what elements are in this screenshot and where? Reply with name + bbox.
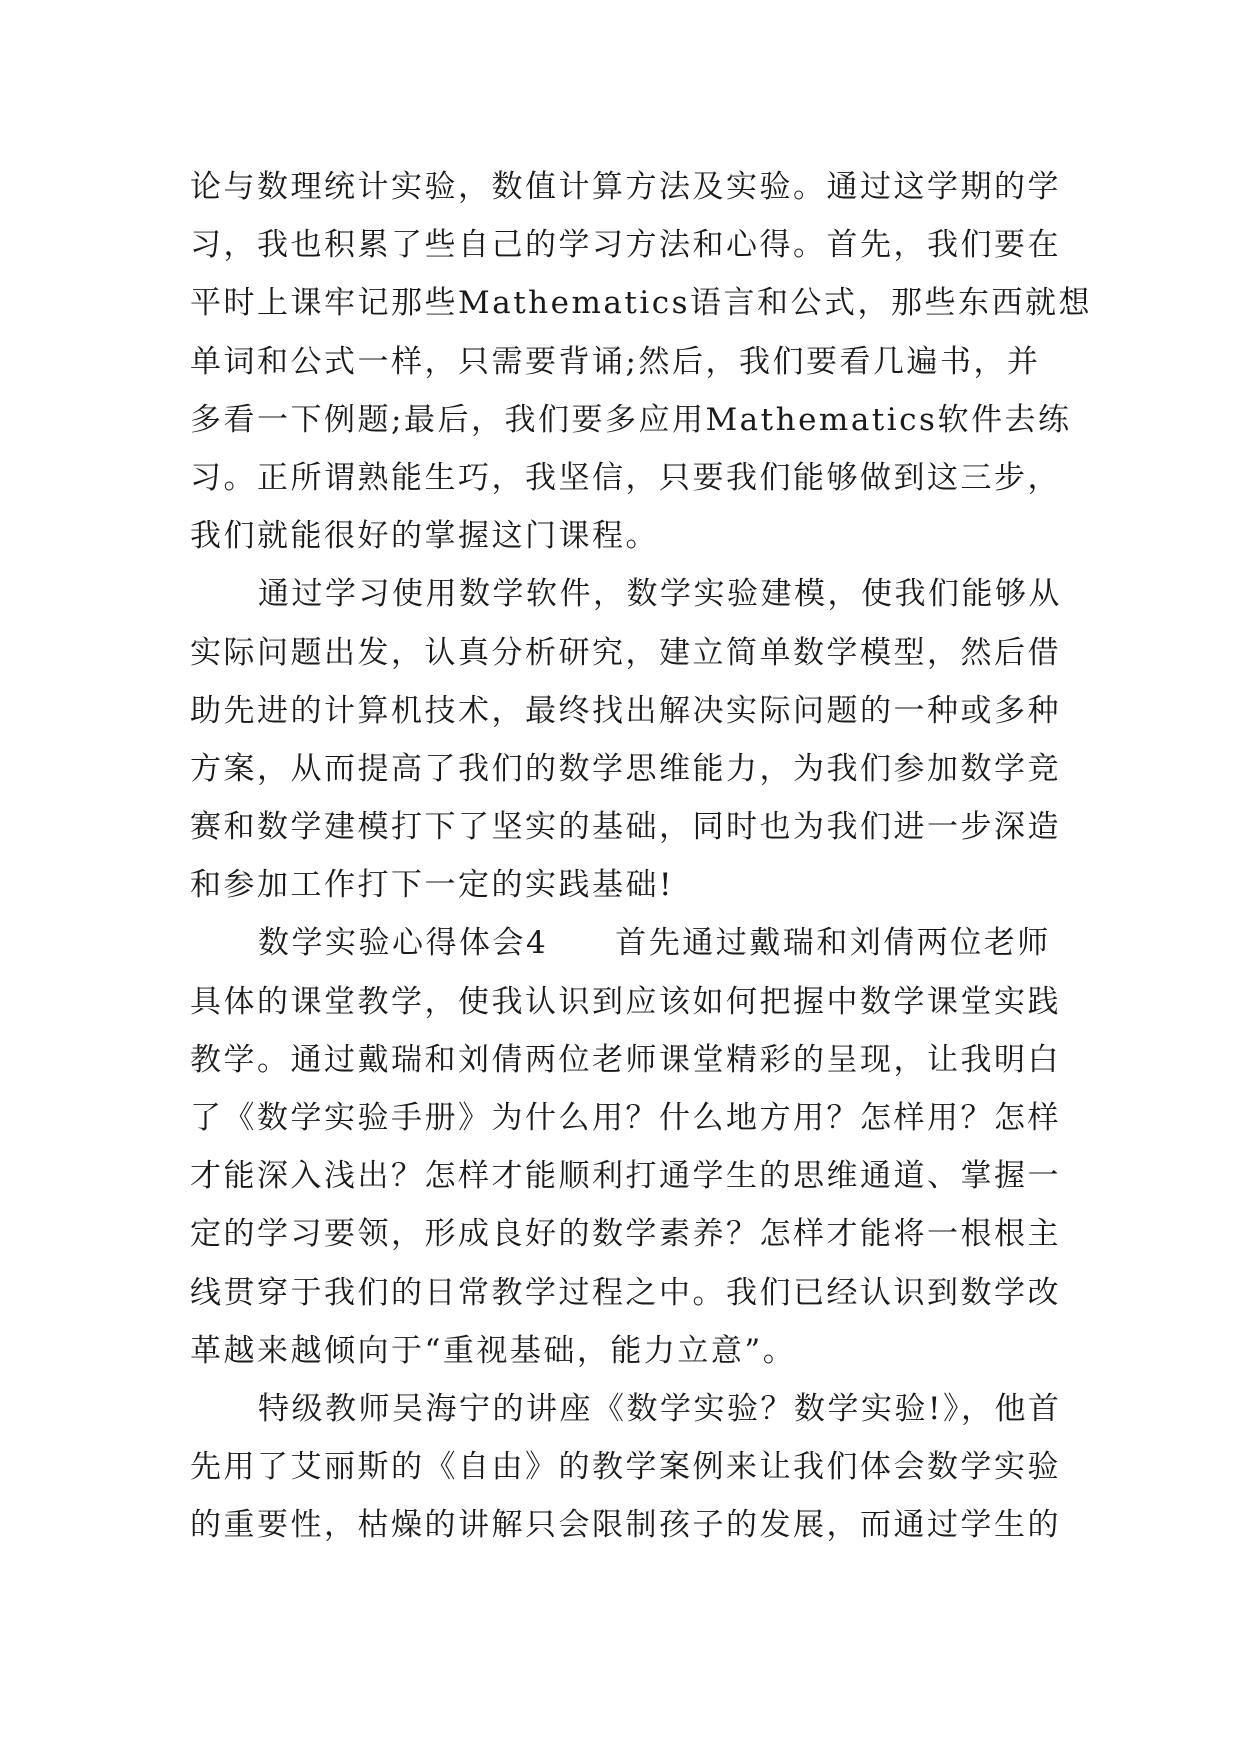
- text-line: 才能深入浅出？怎样才能顺利打通学生的思维通道、掌握一: [190, 1158, 1061, 1195]
- text-line: 多看一下例题;最后，我们要多应用Mathematics软件去练: [190, 401, 1072, 438]
- text-line: 定的学习要领，形成良好的数学素养？怎样才能将一根根主: [190, 1216, 1061, 1253]
- text-line: 实际问题出发，认真分析研究，建立简单数学模型，然后借: [190, 634, 1061, 671]
- text-line: 我们就能很好的掌握这门课程。: [190, 518, 659, 555]
- text-line: 革越来越倾向于“重视基础，能力立意”。: [190, 1332, 797, 1369]
- text-line: 平时上课牢记那些Mathematics语言和公式，那些东西就想: [190, 285, 1093, 322]
- text-line: 助先进的计算机技术，最终找出解决实际问题的一种或多种: [190, 692, 1061, 729]
- text-line: 习。正所谓熟能生巧，我坚信，只要我们能够做到这三步，: [190, 459, 1061, 496]
- text-line: 的重要性，枯燥的讲解只会限制孩子的发展，而通过学生的: [190, 1507, 1061, 1544]
- text-line: 先用了艾丽斯的《自由》的教学案例来让我们体会数学实验: [190, 1449, 1061, 1486]
- text-line: 了《数学实验手册》为什么用？什么地方用？怎样用？怎样: [190, 1100, 1061, 1136]
- text-line: 方案，从而提高了我们的数学思维能力，为我们参加数学竞: [190, 750, 1061, 787]
- text-line: 论与数理统计实验，数值计算方法及实验。通过这学期的学: [190, 169, 1061, 205]
- text-line: 和参加工作打下一定的实践基础!: [190, 867, 674, 904]
- paragraph-start-line: 通过学习使用数学软件，数学实验建模，使我们能够从: [258, 576, 1062, 613]
- document-body: [190, 158, 1093, 1555]
- text-line: 线贯穿于我们的日常教学过程之中。我们已经认识到数学改: [190, 1274, 1061, 1311]
- paragraph-start-line: 特级教师吴海宁的讲座《数学实验？数学实验!》，他首: [258, 1390, 1062, 1427]
- text-line: 习，我也积累了些自己的学习方法和心得。首先，我们要在: [190, 227, 1061, 264]
- text-line: 具体的课堂教学，使我认识到应该如何把握中数学课堂实践: [190, 983, 1061, 1020]
- text-line: 单词和公式一样，只需要背诵;然后，我们要看几遍书，并: [190, 343, 1041, 380]
- text-line: 教学。通过戴瑞和刘倩两位老师课堂精彩的呈现，让我明白: [190, 1041, 1061, 1078]
- text-line: 赛和数学建模打下了坚实的基础，同时也为我们进一步深造: [190, 809, 1061, 846]
- paragraph-start-line: 数学实验心得体会4 首先通过戴瑞和刘倩两位老师: [258, 925, 1051, 962]
